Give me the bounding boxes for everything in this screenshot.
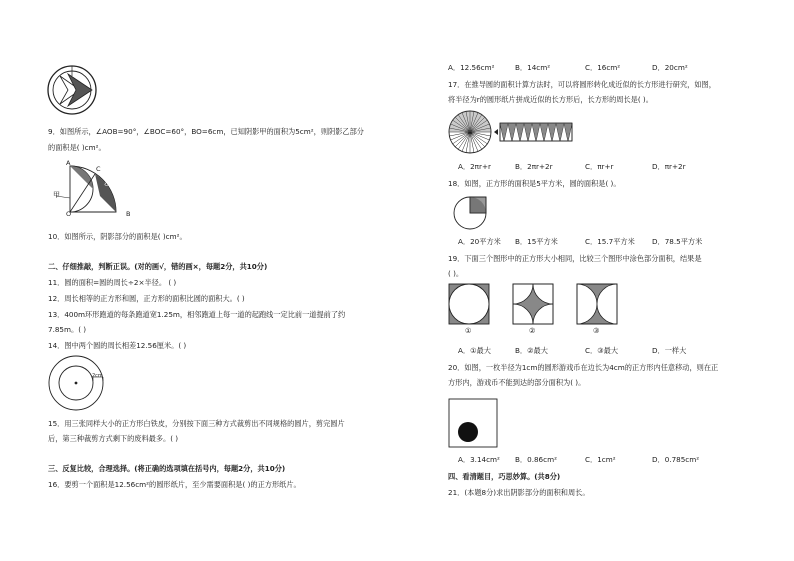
q20-option-a: A．3.14cm² [458,455,500,464]
q17-option-d: D．πr+2r [652,162,686,171]
q18-option-a: A．20平方米 [458,237,501,246]
q19-label-1: ① [465,326,472,335]
q9-label-jia: 甲 [53,191,60,199]
q20-option-b: B．0.86cm² [515,455,557,464]
q19-option-b: B．②最大 [515,346,548,355]
q13-line2: 7.85m。( ) [48,325,87,334]
section-2-heading: 二、仔细推敲，判断正误。(对的画√，错的画×，每题2分，共10分) [48,262,268,271]
q17-option-a: A．2πr+r [458,162,491,171]
q19-option-d: D．一样大 [652,346,687,355]
q9-label-c: C [96,165,101,173]
q12-text: 12．周长相等的正方形和圆，正方形的面积比圆的面积大。( ) [48,294,245,303]
q20-coin-square-figure [448,398,498,448]
q19-line2: ( )。 [448,269,464,278]
q16-text: 16．要剪一个面积是12.56cm²的圆形纸片，至少需要面积是( )的正方形纸片。 [48,480,301,489]
q19-label-2: ② [529,326,536,335]
q9-line1: 9．如图所示，∠AOB=90°，∠BOC=60°，BO=6cm，已知阴影甲的面积为5cm²，则阴影乙部分 [48,127,364,136]
q18-option-b: B．15平方米 [515,237,558,246]
q18-circle-square-figure [450,195,490,231]
q13-line1: 13．400m环形跑道的每条跑道宽1.25m，相邻跑道上每一道的起跑线一定比前一道提前了约 [48,310,346,319]
q19-label-3: ③ [593,326,600,335]
q17-option-b: B．2πr+2r [515,162,553,171]
q19-line1: 19．下面三个图形中的正方形大小相同，比较三个图形中涂色部分面积，结果是 [448,254,702,263]
q20-option-d: D．0.785cm² [652,455,700,464]
q14-concentric-circles [48,355,108,411]
q14-text: 14．图中两个圆的周长相差12.56厘米。( ) [48,341,187,350]
q15-line2: 后，第三种裁剪方式剩下的废料最多。( ) [48,434,179,443]
q20-line2: 方形内，游戏币不能到达的部分面积为( )。 [448,378,586,387]
q9-label-b: B [126,210,131,218]
q20-option-c: C．1cm² [585,455,616,464]
q9-line2: 的面积是( )cm²。 [48,143,106,152]
q16-option-c: C．16cm² [585,63,621,72]
q9-label-a: A [66,159,71,167]
q19-option-c: C．③最大 [585,346,619,355]
q16-option-a: A．12.56cm² [448,63,495,72]
q19-figure-3 [576,283,618,325]
circle-chevron-figure [46,64,106,116]
q9-label-o: O [66,210,72,218]
q19-figure-2 [512,283,554,325]
q20-line1: 20．如图，一枚半径为1cm的圆形游戏币在边长为4cm的正方形内任意移动，则在正 [448,363,719,372]
q18-option-c: C．15.7平方米 [585,237,635,246]
q11-text: 11．圆的面积=圆的周长÷2×半径。 ( ) [48,278,177,287]
q10-text: 10．如图所示，阴影部分的面积是( )cm²。 [48,232,187,241]
q17-option-c: C．πr+r [585,162,614,171]
q17-circle-to-rectangle-figure [448,110,578,156]
q17-line1: 17．在推导圆的面积计算方法时，可以将圆形转化成近似的长方形进行研究，如图， [448,80,716,89]
q18-text: 18．如图，正方形的面积是5平方米，圆的面积是( )。 [448,179,621,188]
section-3-heading: 三、反复比较，合理选择。(将正确的选项填在括号内，每题2分，共10分) [48,464,286,473]
q19-option-a: A．①最大 [458,346,491,355]
q16-option-d: D．20cm² [652,63,688,72]
q9-label-yi: 乙 [104,179,111,187]
q19-figure-1 [448,283,490,325]
q15-line1: 15．用三张同样大小的正方形白铁皮，分别按下面三种方式裁剪出不同规格的圆片，剪完圆片 [48,419,345,428]
q14-dim-label: 2cm [92,373,103,379]
q16-option-b: B．14cm² [515,63,551,72]
section-4-heading: 四、看清题目，巧思妙算。(共8分) [448,472,561,481]
q21-text: 21．(本题8分)求出阴影部分的面积和周长。 [448,488,590,497]
q18-option-d: D．78.5平方米 [652,237,703,246]
q17-line2: 将半径为r的圆形纸片拼成近似的长方形后，长方形的周长是( )。 [448,95,653,104]
